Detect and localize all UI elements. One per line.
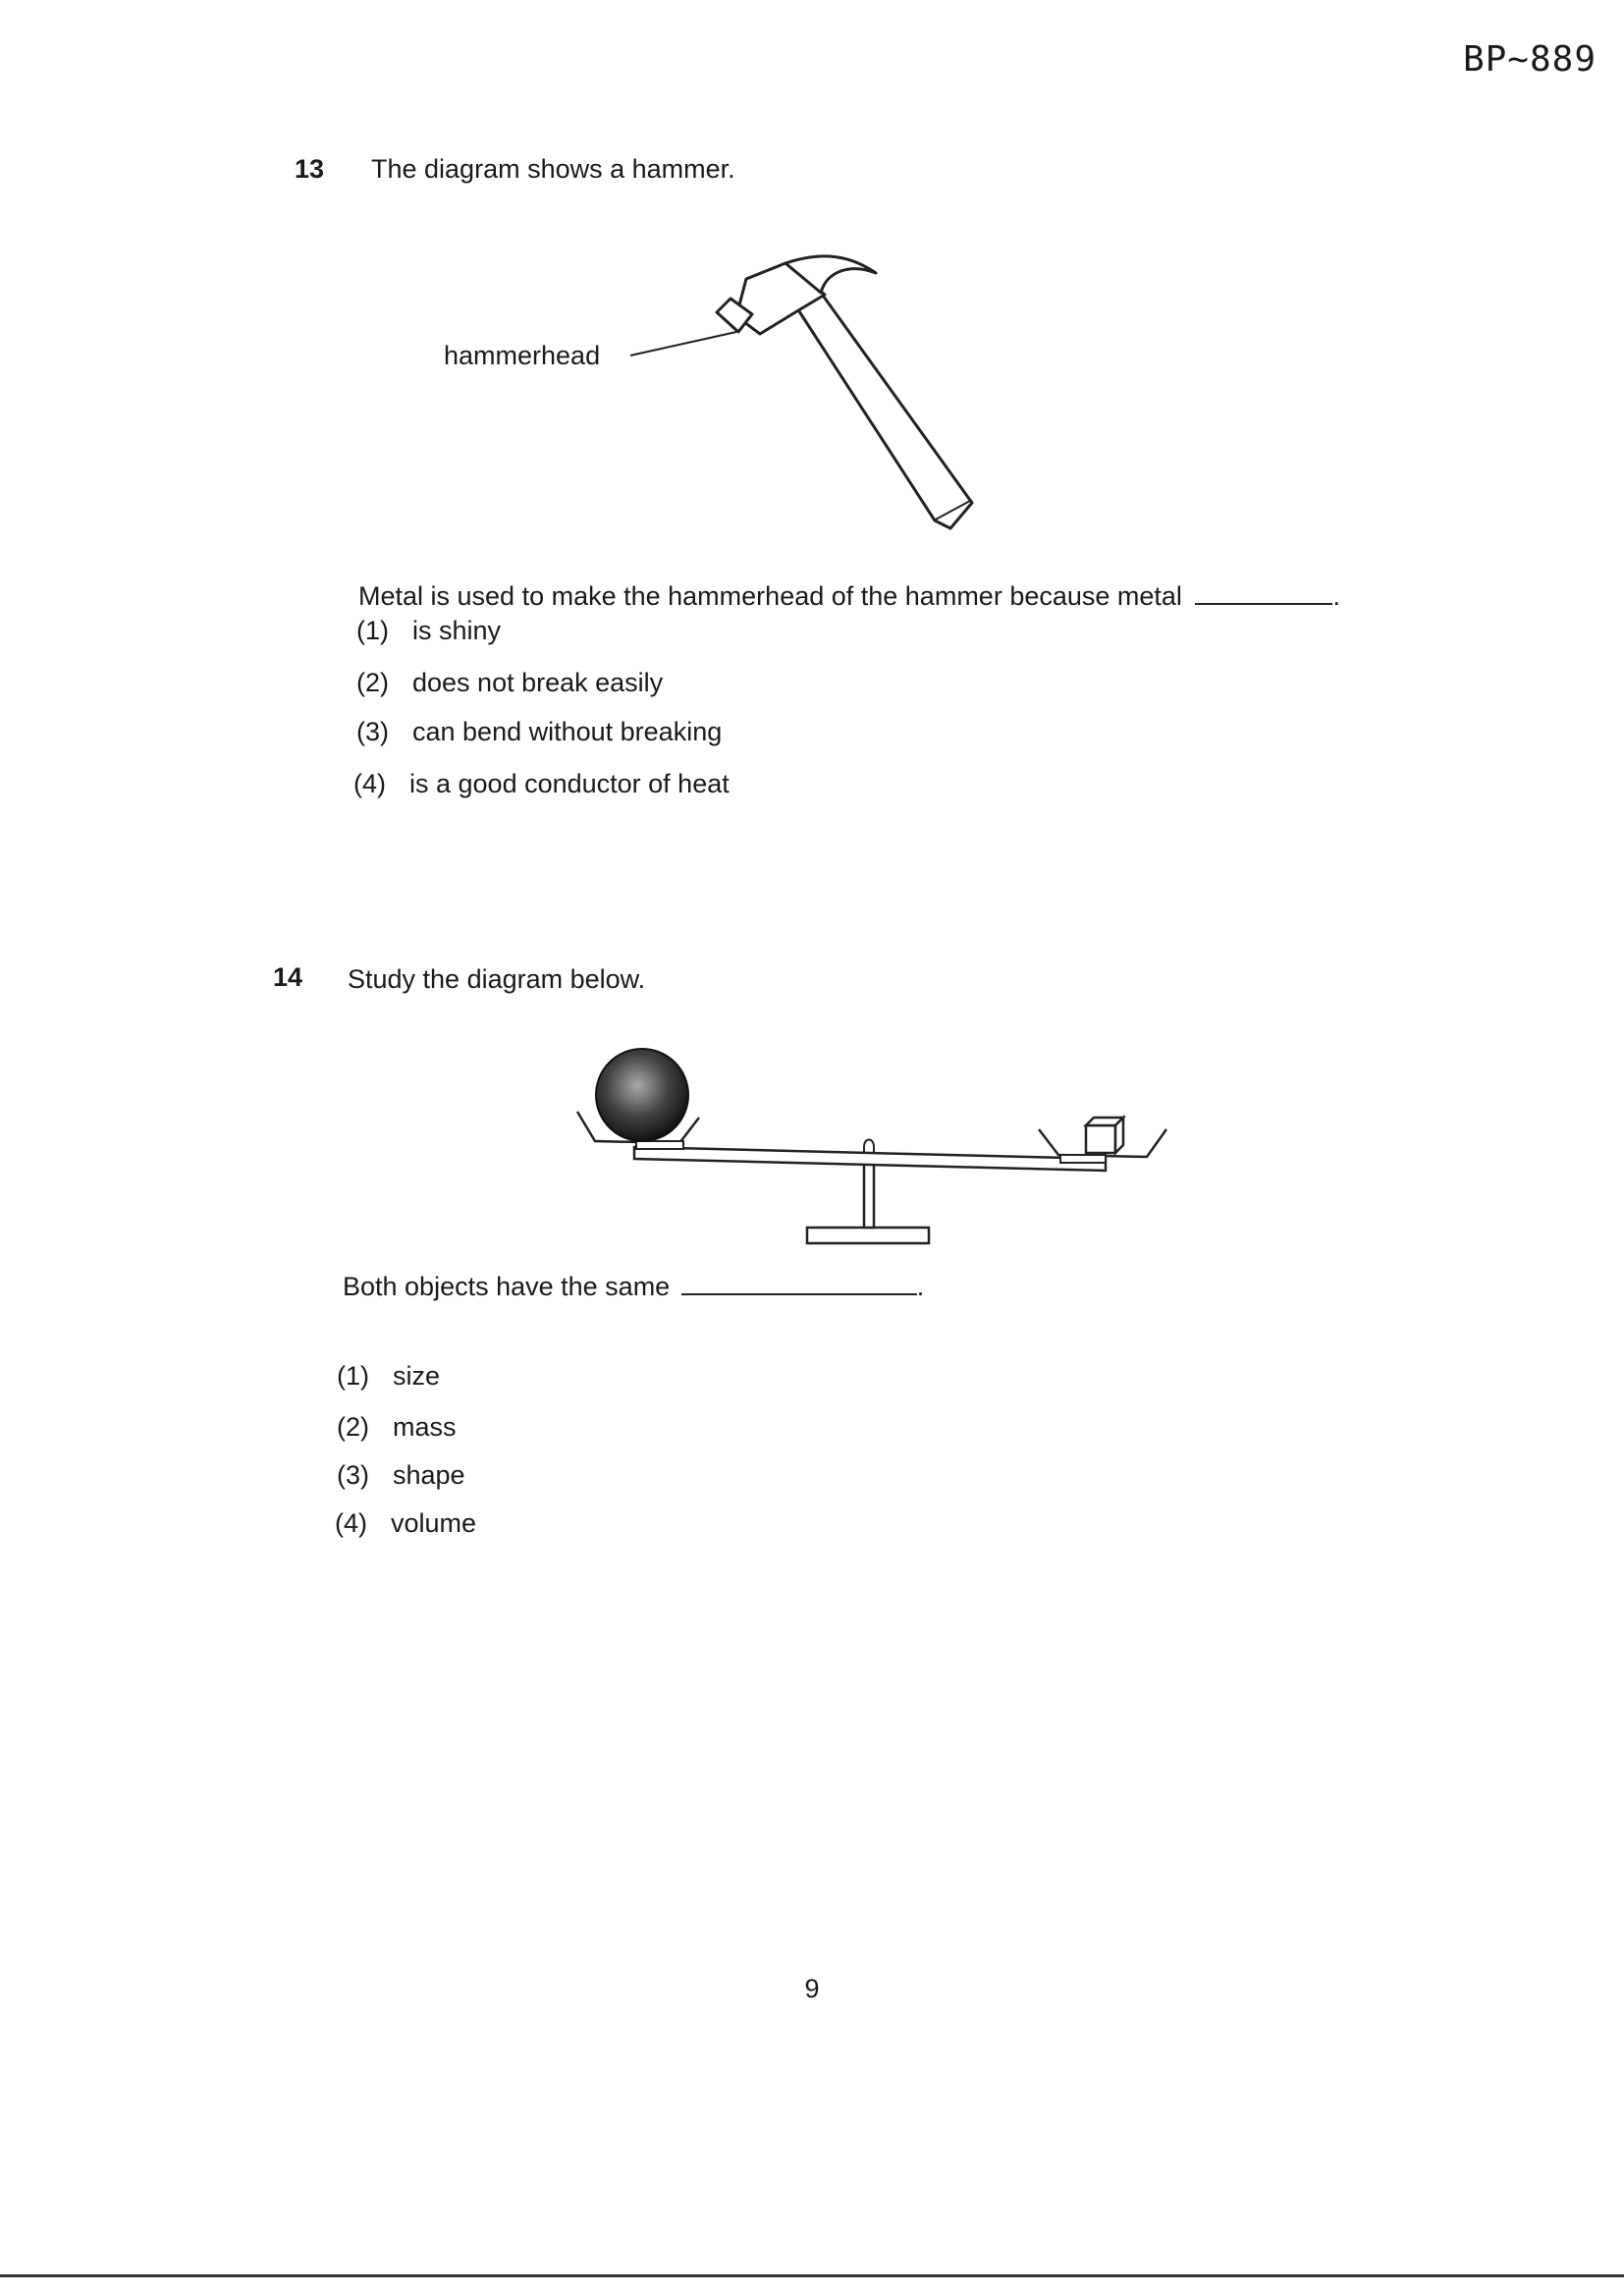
- question-14-text: Both objects have the same .: [343, 1272, 925, 1301]
- document-code: BP~889: [1462, 39, 1597, 80]
- answer-blank: [681, 1289, 917, 1295]
- ball-object: [596, 1049, 688, 1141]
- question-13-stem: The diagram shows a hammer.: [371, 154, 735, 184]
- hammerhead-label: hammerhead: [444, 341, 601, 370]
- question-13-sentence: Metal is used to make the hammerhead of the hammer because metal: [358, 581, 1182, 611]
- balance-base: [807, 1228, 929, 1243]
- question-14-stem: Study the diagram below.: [348, 964, 646, 994]
- question-14-option-2: (2) mass: [337, 1412, 457, 1442]
- question-13-option-1: (1) is shiny: [356, 616, 502, 645]
- question-13-option-2: (2) does not break easily: [356, 668, 664, 697]
- question-14-option-3: (3) shape: [337, 1460, 465, 1490]
- footer-rule: [0, 2274, 1624, 2277]
- question-14-option-1: (1) size: [337, 1361, 441, 1391]
- question-13-number: 13: [295, 154, 325, 184]
- question-14-sentence: Both objects have the same: [343, 1272, 671, 1301]
- question-13-text: Metal is used to make the hammerhead of the hammer because metal .: [358, 581, 1340, 611]
- page-number: 9: [804, 1974, 820, 2003]
- question-14-number: 14: [273, 962, 303, 992]
- question-13-option-3: (3) can bend without breaking: [356, 717, 723, 746]
- cube-object: [1086, 1118, 1123, 1153]
- question-13-option-4: (4) is a good conductor of heat: [353, 769, 730, 798]
- question-14-option-4: (4) volume: [335, 1508, 477, 1538]
